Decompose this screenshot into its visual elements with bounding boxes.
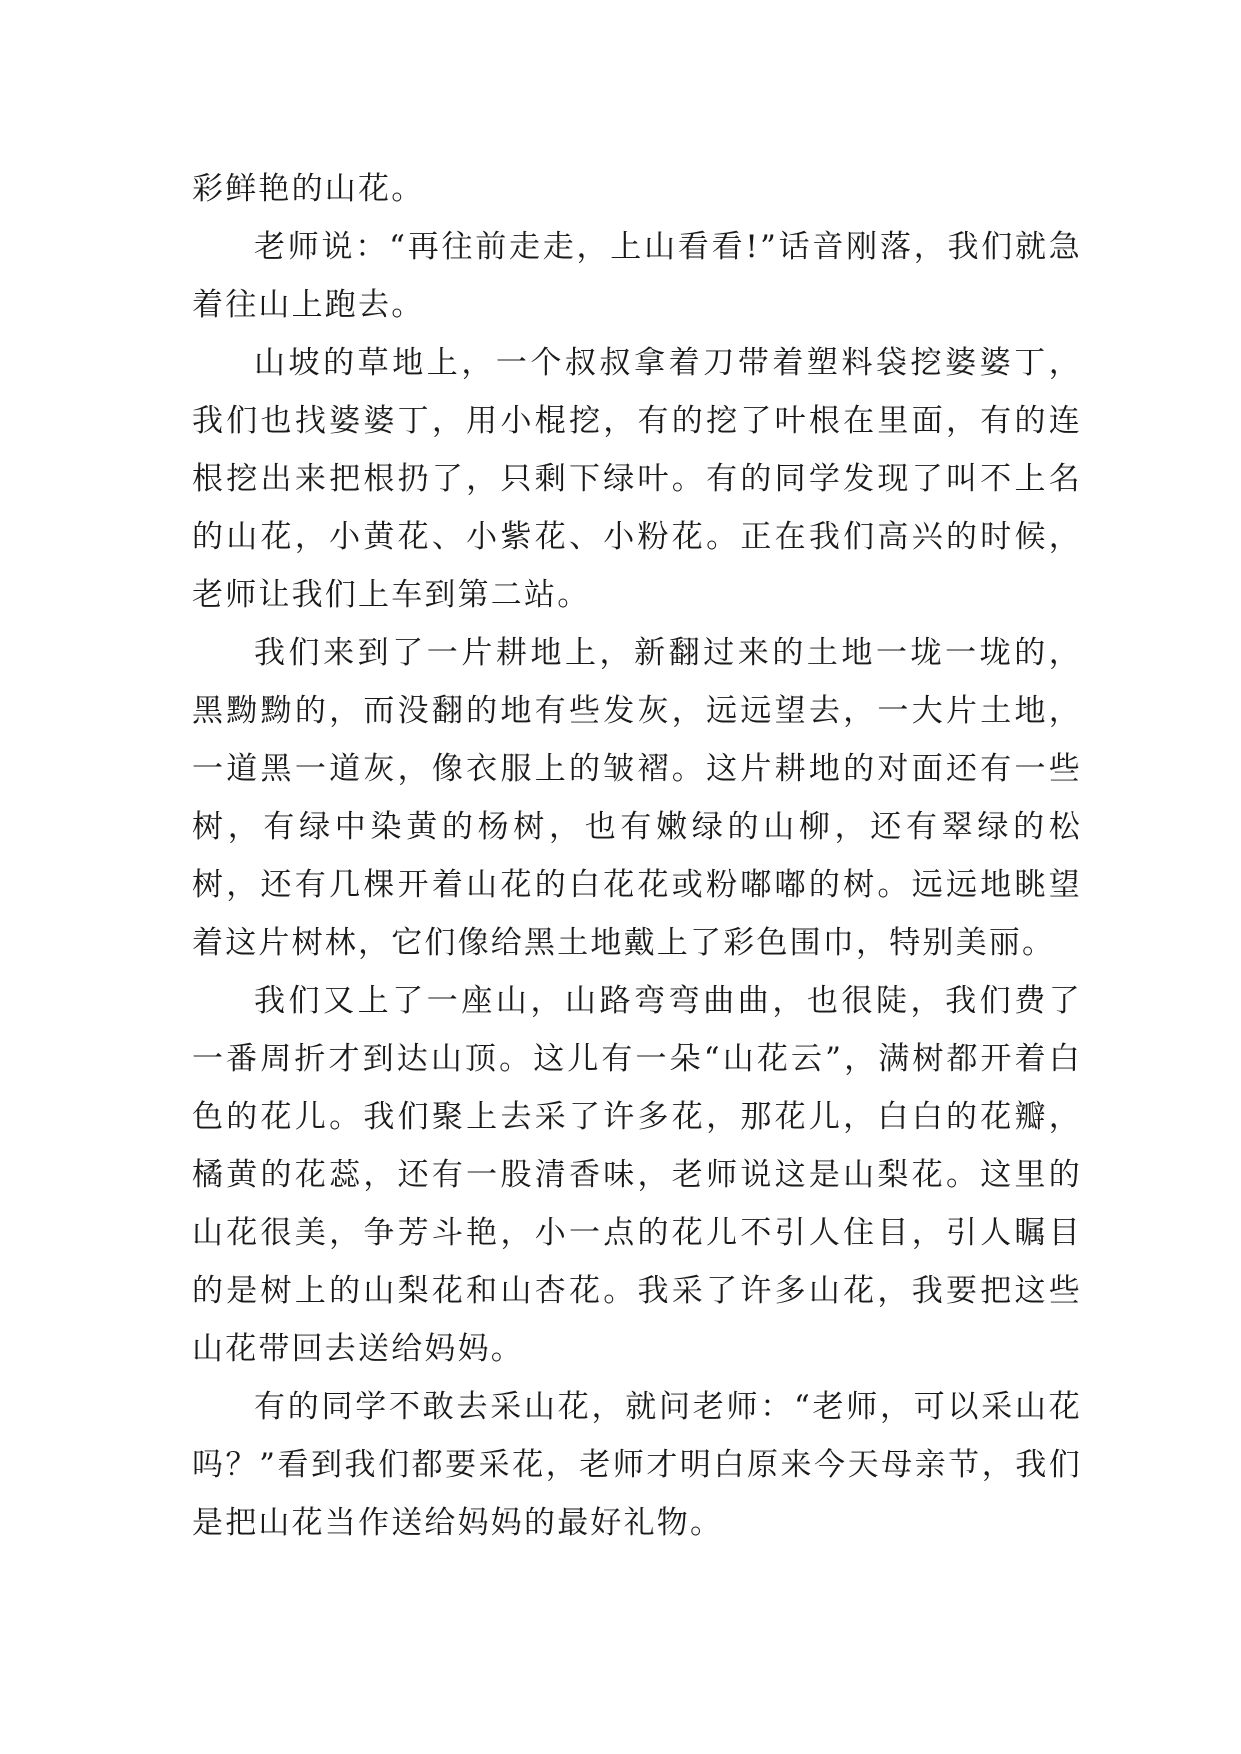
document-page <box>192 160 1082 1552</box>
paragraph-farmland: 我们来到了一片耕地上，新翻过来的土地一垅一垅的，黑黝黝的，而没翻的地有些发灰，远远望去，一大片土地，一道黑一道灰，像衣服上的皱褶。这片耕地的对面还有一些树，有绿中染黄的杨树，也有嫩绿的山柳，还有翠绿的松树，还有几棵开着山花的白花花或粉嘟嘟的树。远远地眺望着这片树林，它们像给黑土地戴上了彩色围巾，特别美丽。 <box>192 635 1082 961</box>
paragraph-mountain-top: 我们又上了一座山，山路弯弯曲曲，也很陡，我们费了一番周折才到达山顶。这儿有一朵“山花云”，满树都开着白色的花儿。我们聚上去采了许多花，那花儿，白白的花瓣，橘黄的花蕊，还有一股清香味，老师说这是山梨花。这里的山花很美，争芳斗艳，小一点的花儿不引人住目，引人瞩目的是树上的山梨花和山杏花。我采了许多山花，我要把这些山花带回去送给妈妈。 <box>192 983 1082 1367</box>
paragraph-teacher-says: 老师说：“再往前走走，上山看看!”话音刚落，我们就急着往山上跑去。 <box>192 229 1082 323</box>
paragraph-hillside: 山坡的草地上，一个叔叔拿着刀带着塑料袋挖婆婆丁，我们也找婆婆丁，用小棍挖，有的挖了叶根在里面，有的连根挖出来把根扔了，只剩下绿叶。有的同学发现了叫不上名的山花，小黄花、小紫花、小粉花。正在我们高兴的时候，老师让我们上车到第二站。 <box>192 345 1082 613</box>
paragraph-continuation: 彩鲜艳的山花。 <box>192 171 425 207</box>
paragraph-mothers-day: 有的同学不敢去采山花，就问老师：“老师，可以采山花吗？”看到我们都要采花，老师才明白原来今天母亲节，我们是把山花当作送给妈妈的最好礼物。 <box>192 1389 1082 1541</box>
